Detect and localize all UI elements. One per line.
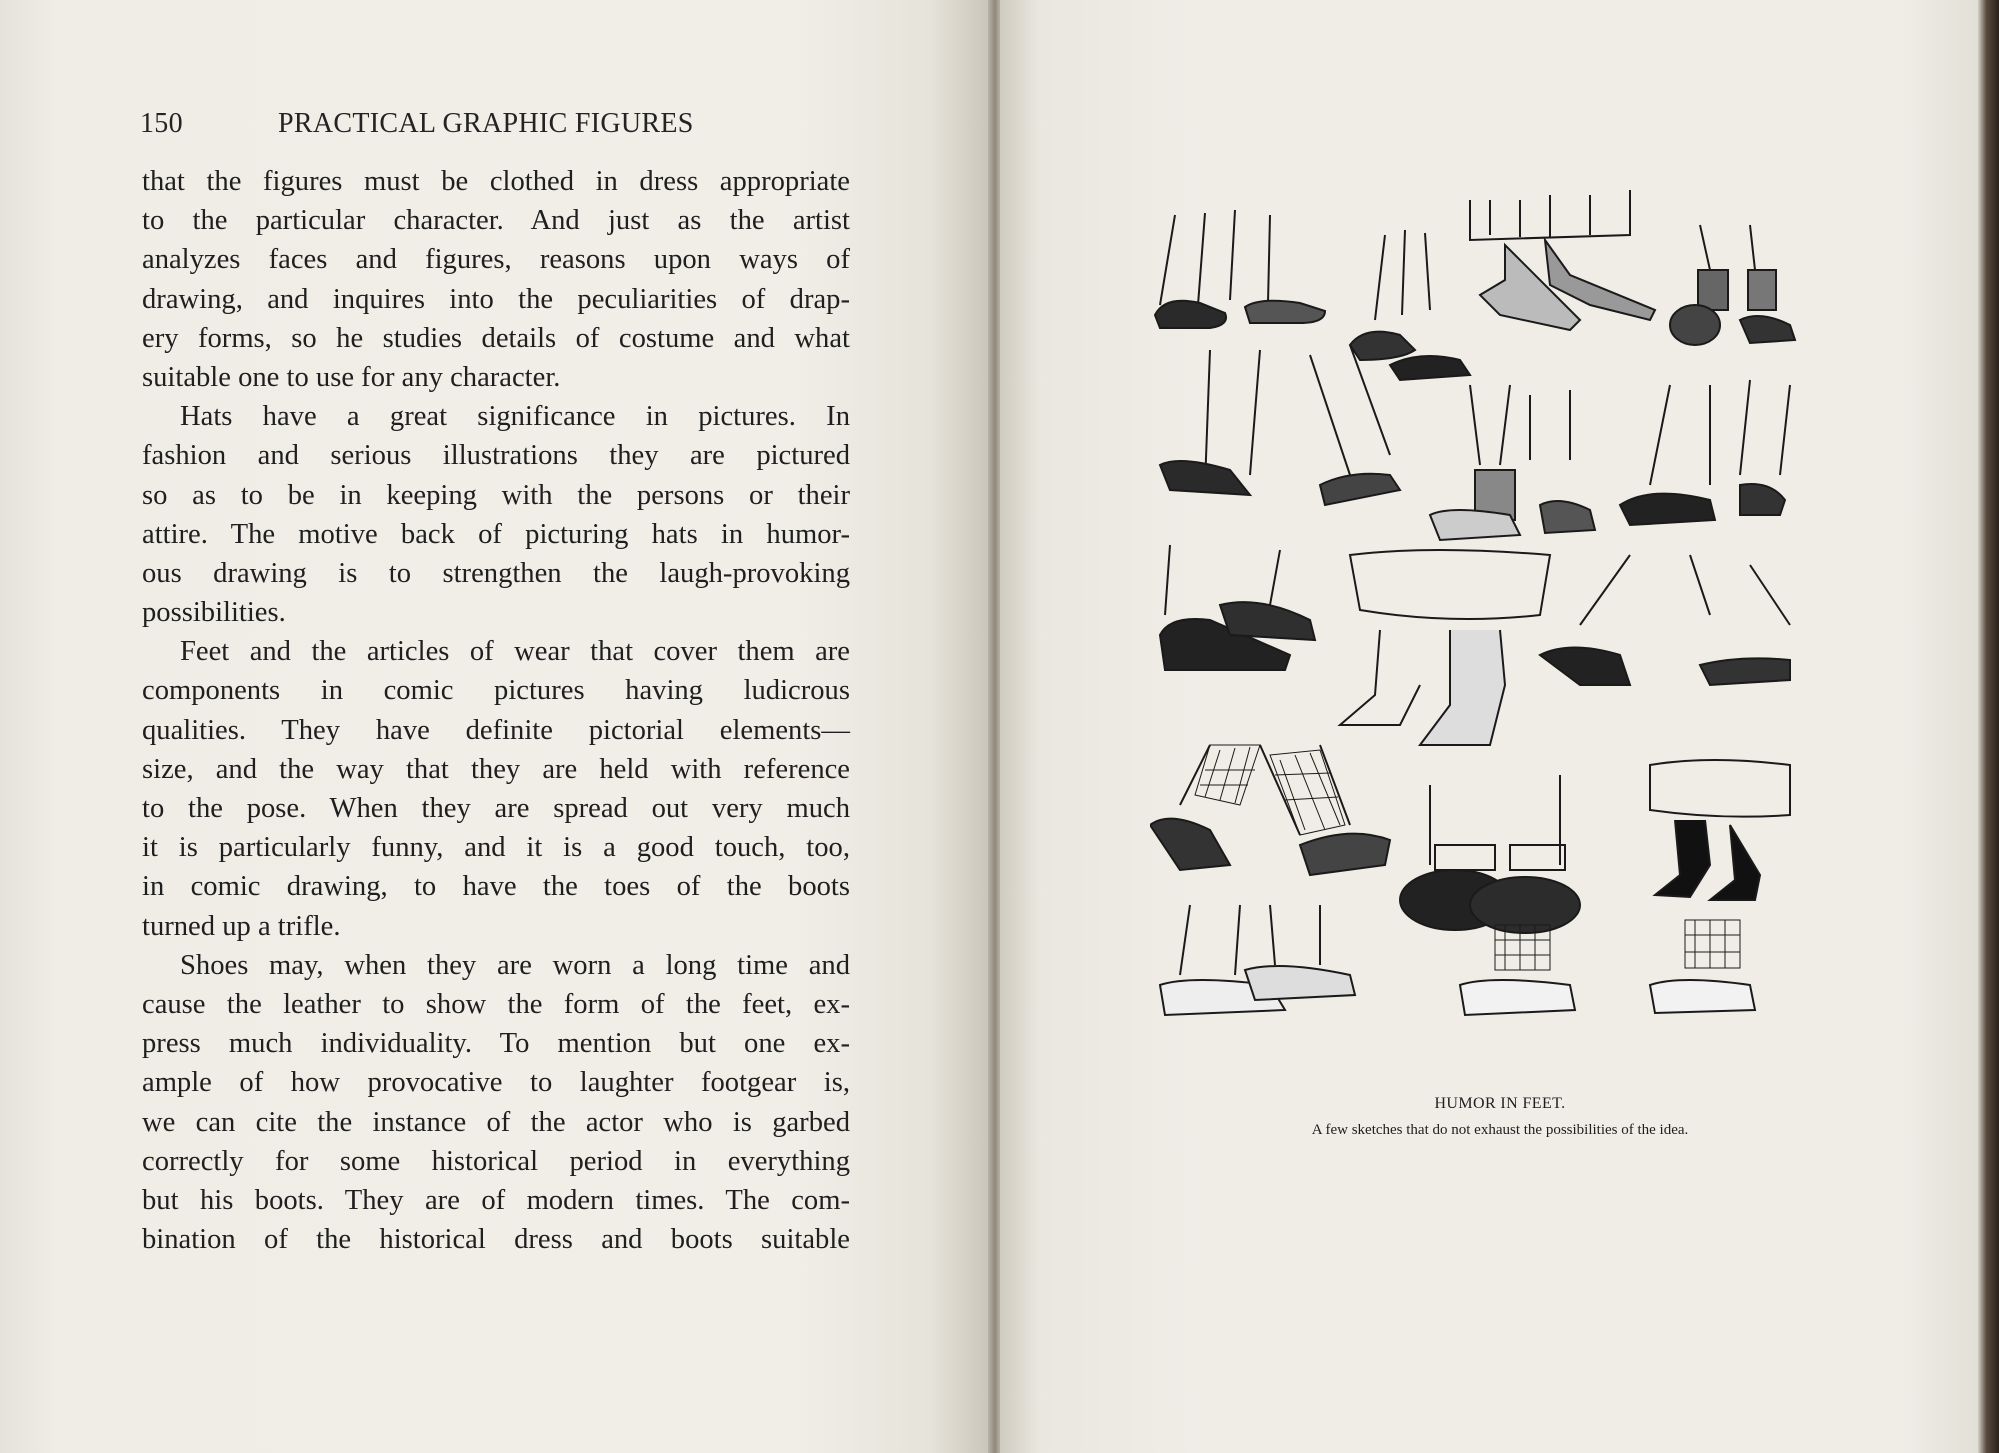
running-head-title: PRACTICAL GRAPHIC FIGURES [278,108,694,139]
text-line: size, and the way that they are held with reference [142,753,850,785]
sketch-checked-trousers-11 [1150,745,1390,875]
text-line: ery forms, so he studies details of costume and what [142,322,850,354]
text-line: to the particular character. And just as the artist [142,205,850,237]
text-line: bination of the historical dress and boots suitable [142,1224,850,1256]
sketch-skirt-heels-3 [1470,190,1655,330]
text-line: possibilities. [142,597,286,629]
text-line: in comic drawing, to have the toes of the boots [142,871,850,903]
text-line: components in comic pictures having ludicrous [142,675,850,707]
text-line: Hats have a great significance in pictures. In [180,401,850,433]
text-line: ample of how provocative to laughter footgear is, [142,1067,850,1099]
sketch-boots-8 [1160,545,1315,670]
text-line: cause the leather to show the form of the feet, ex- [142,988,850,1020]
text-line: Feet and the articles of wear that cover them are [180,636,850,668]
text-line: suitable one to use for any character. [142,361,561,393]
text-line: to the pose. When they are spread out very much [142,793,850,824]
sketch-cuffed-big-shoes-12 [1400,775,1580,933]
sketch-man-shoes-2 [1350,230,1470,380]
sketch-saddle-shoes-14 [1160,905,1355,1015]
feet-illustration [1150,185,1840,1085]
page-edge [1978,0,1999,1453]
text-line: drawing, and inquires into the peculiarities of drap- [142,283,850,315]
sketch-petticoat-spats-9 [1340,550,1550,745]
text-line: analyzes faces and figures, reasons upon ways of [142,244,850,276]
sketch-skirt-heels-13 [1650,760,1790,900]
body-text [142,162,850,1259]
sketch-socks-shoes-4 [1670,225,1795,345]
text-line: correctly for some historical period in everything [142,1145,850,1177]
sketch-striding-legs-5 [1160,345,1400,505]
text-line: so as to be in keeping with the persons or their [142,479,850,511]
text-line: that the figures must be clothed in dress appropriate [142,166,850,197]
text-line: press much individuality. To mention but one ex- [142,1028,850,1060]
figure-caption-title: HUMOR IN FEET. [1434,1095,1566,1112]
text-line: qualities. They have definite pictorial elements— [142,714,850,746]
sketch-spats-shoes-10 [1540,555,1790,685]
text-line: Shoes may, when they are worn a long time and [180,949,850,981]
sketch-cuffed-trousers-6 [1430,385,1595,540]
sketch-trousers-7 [1620,380,1790,525]
text-line: ous drawing is to strengthen the laugh-provoking [142,557,850,589]
figure-caption-text: A few sketches that do not exhaust the possibilities of the idea. [1311,1122,1689,1138]
page-number: 150 [140,108,183,139]
sketch-trousers-shoes-1 [1155,210,1325,328]
text-line: fashion and serious illustrations they are pictured [142,440,850,472]
text-line: turned up a trifle. [142,910,341,942]
text-line: attire. The motive back of picturing hats in humor- [142,518,850,550]
text-line: but his boots. They are of modern times. The com- [142,1184,850,1216]
text-line: it is particularly funny, and it is a good touch, too, [142,832,850,864]
sketch-checked-socks-spats-15 [1460,920,1755,1015]
text-line: we can cite the instance of the actor who is garbed [142,1106,850,1138]
